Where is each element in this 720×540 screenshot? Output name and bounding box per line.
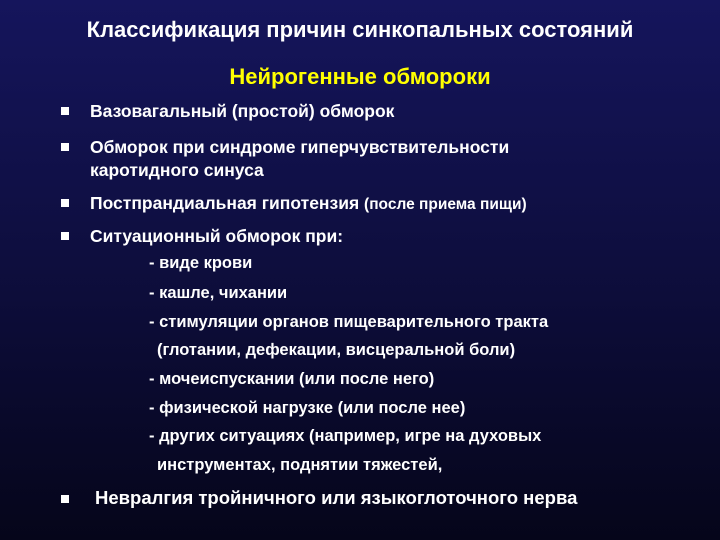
slide-subtitle: Нейрогенные обмороки — [229, 64, 491, 89]
sub-item-continuation: инструментах, поднятии тяжестей, — [157, 456, 443, 474]
list-item-carotid-sinus-continuation: каротидного синуса — [90, 160, 264, 180]
bullet-square-icon — [61, 495, 69, 503]
postprandial-label: Постпрандиальная гипотензия — [90, 193, 365, 213]
list-item-neuralgia: Невралгия тройничного или языкоглоточного нерва — [95, 487, 578, 508]
sub-item: - мочеиспускании (или после него) — [149, 370, 435, 388]
bullet-square-icon — [61, 107, 69, 115]
list-item-situational: Ситуационный обморок при: — [90, 226, 344, 246]
slide-title: Классификация причин синкопальных состояний — [86, 17, 634, 42]
sub-item: - физической нагрузке (или после нее) — [149, 399, 466, 417]
postprandial-note: (после приема пищи) — [364, 196, 527, 213]
list-item-vasovagal: Вазовагальный (простой) обморок — [90, 101, 395, 121]
sub-item: - стимуляции органов пищеварительного тракта — [149, 313, 549, 331]
list-item-postprandial — [90, 192, 527, 216]
bullet-square-icon — [61, 143, 69, 151]
bullet-square-icon — [61, 232, 69, 240]
sub-item: - других ситуациях (например, игре на духовых — [149, 427, 542, 445]
list-item-carotid-sinus: Обморок при синдроме гиперчувствительности — [90, 137, 510, 157]
sub-item: - кашле, чихании — [149, 284, 288, 302]
sub-item-continuation: (глотании, дефекации, висцеральной боли) — [157, 341, 516, 359]
bullet-square-icon — [61, 199, 69, 207]
sub-item: - виде крови — [149, 254, 253, 272]
